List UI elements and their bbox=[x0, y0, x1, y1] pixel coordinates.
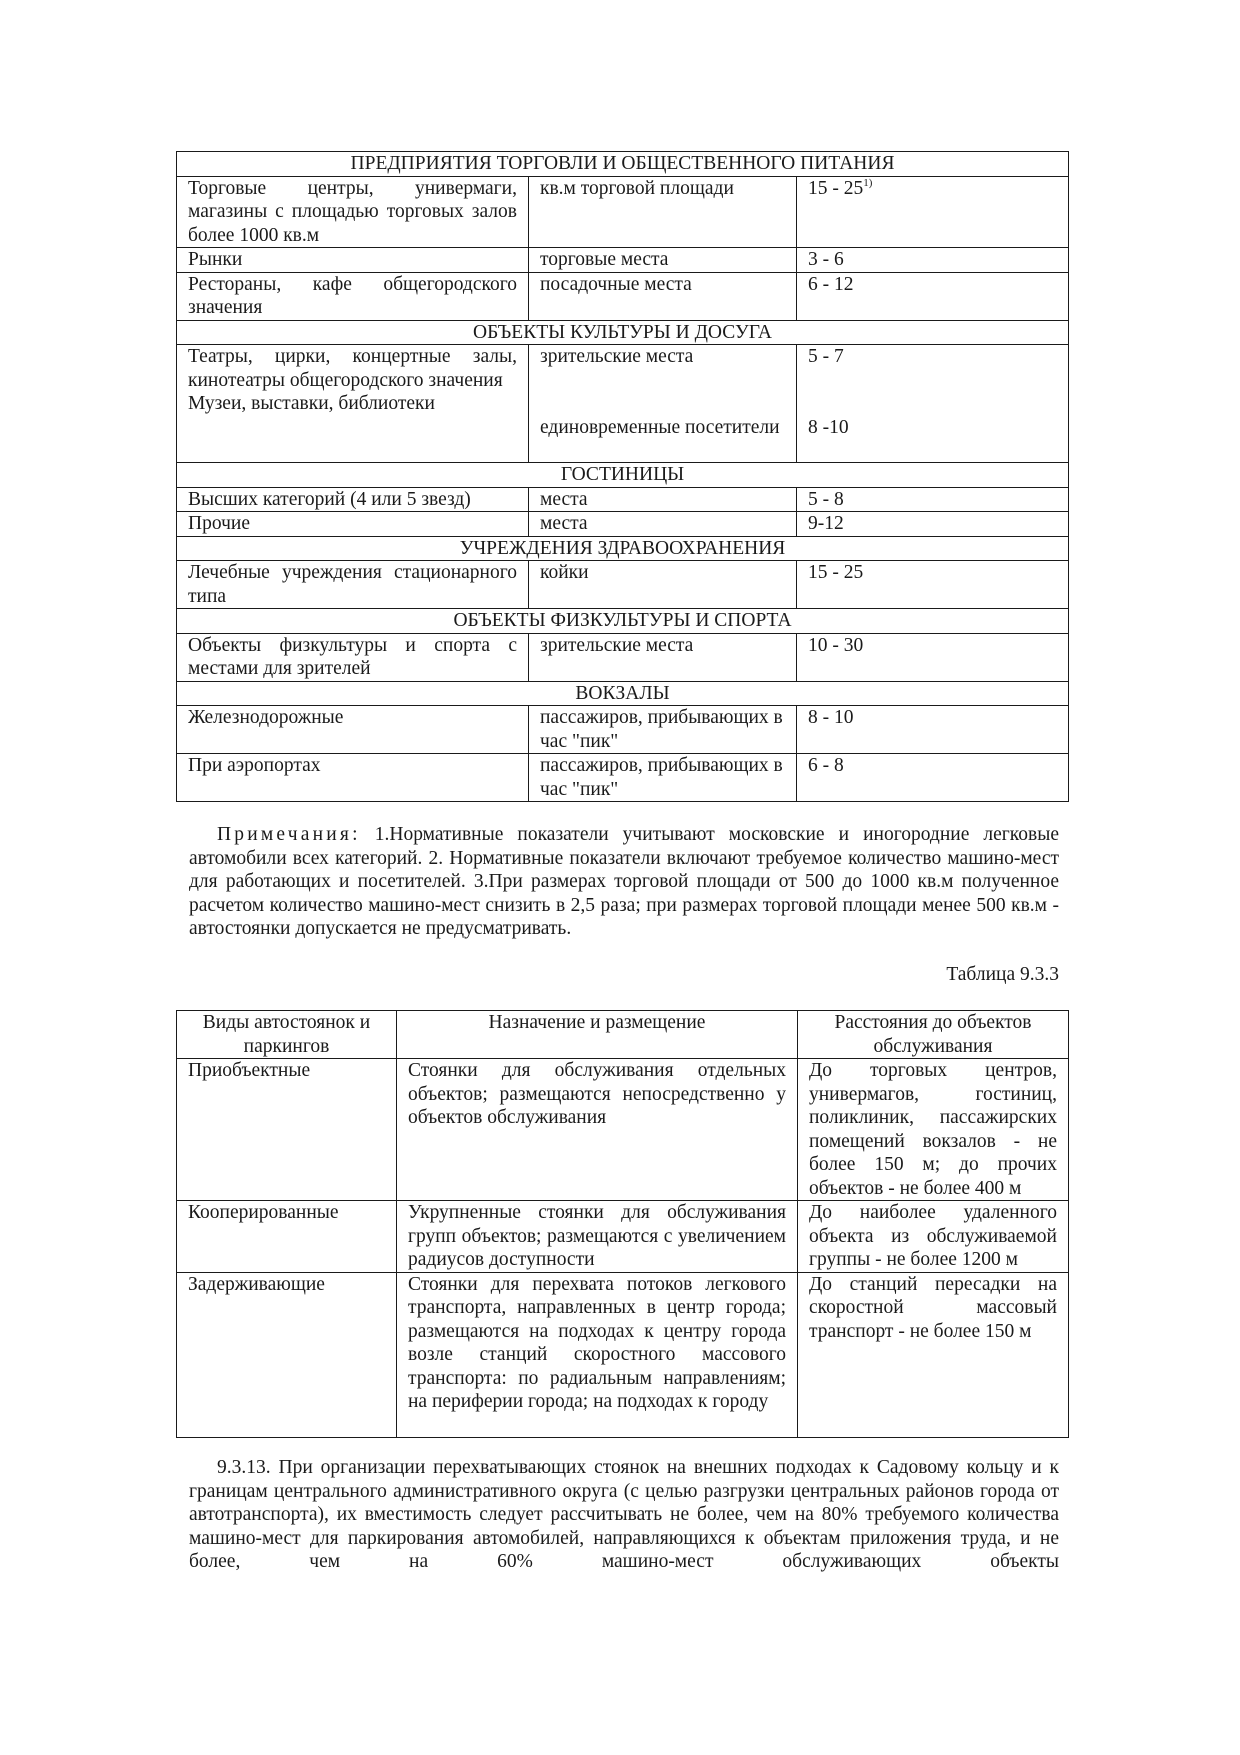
section-header-row bbox=[177, 463, 1069, 488]
header-row bbox=[177, 1011, 1069, 1059]
unit-cell: посадочные места bbox=[529, 272, 797, 320]
unit-cell: койки bbox=[529, 561, 797, 609]
table-row bbox=[177, 1201, 1069, 1273]
paragraph-text: 9.3.13. При организации перехватывающих стоянок на внешних подходах к Садовому кольцу и к границам центрального административного округа (с целью разгрузки центральных районов города от автотранспорта), их вместимость следует рассчитывать не более, чем на 80% требуемого количества машино-мест для паркирования автомобилей, направляющихся к объектам приложения труда, и не более, чем на 60% машино-мест обслуживающих объекты bbox=[189, 1457, 1059, 1572]
column-header: Расстояния до объектов обслуживания bbox=[798, 1011, 1069, 1059]
table-row bbox=[177, 633, 1069, 681]
value-cell bbox=[797, 176, 1069, 248]
table-row bbox=[177, 1272, 1069, 1438]
section-title: ОБЪЕКТЫ КУЛЬТУРЫ И ДОСУГА bbox=[177, 320, 1069, 345]
value-text: 15 - 25 bbox=[808, 177, 864, 199]
table-row bbox=[177, 248, 1069, 273]
unit-cell: пассажиров, прибывающих в час "пик" bbox=[529, 754, 797, 802]
object-cell: Лечебные учреждения стационарного типа bbox=[177, 561, 529, 609]
object-cell: Прочие bbox=[177, 512, 529, 537]
column-header: Виды автостоянок и паркингов bbox=[177, 1011, 397, 1059]
object-cell: Рестораны, кафе общегородского значения bbox=[177, 272, 529, 320]
object-cell: Объекты физкультуры и спорта с местами для зрителей bbox=[177, 633, 529, 681]
purpose-cell: Стоянки для перехвата потоков легкового транспорта, направленных в центр города; размещаются на подходах к центру города возле станций скоростного массового транспорта: по радиальным направлениям; на периферии города; на подходах к городу bbox=[397, 1272, 798, 1438]
unit-cell: торговые места bbox=[529, 248, 797, 273]
unit-cell: места bbox=[529, 512, 797, 537]
value-cell: 5 - 8 bbox=[797, 487, 1069, 512]
section-header-row bbox=[177, 609, 1069, 634]
notes-text: 1.Нормативные показатели учитывают московские и иногородние легковые автомобили всех категорий. 2. Нормативные показатели включают требуемое количество машино-мест для работающих и посетителей. 3.При размерах торговой площади от 500 до 1000 кв.м полученное расчетом количество машино-мест снизить в 2,5 раза; при размерах торговой площади менее 500 кв.м - автостоянки допускается не предусматривать. bbox=[189, 824, 1059, 939]
object-cell: При аэропортах bbox=[177, 754, 529, 802]
value-cell: 15 - 25 bbox=[797, 561, 1069, 609]
distance-cell: До наиболее удаленного объекта из обслуживаемой группы - не более 1200 м bbox=[798, 1201, 1069, 1273]
table-row bbox=[177, 706, 1069, 754]
table-row bbox=[177, 754, 1069, 802]
purpose-cell: Укрупненные стоянки для обслуживания групп объектов; размещаются с увеличением радиусов доступности bbox=[397, 1201, 798, 1273]
table-row bbox=[177, 487, 1069, 512]
object-cell: Рынки bbox=[177, 248, 529, 273]
table-caption: Таблица 9.3.3 bbox=[946, 964, 1059, 985]
unit-text: зрительские места bbox=[540, 346, 694, 367]
unit-cell: зрительские места bbox=[529, 633, 797, 681]
column-header: Назначение и размещение bbox=[397, 1011, 798, 1059]
notes-label: Примечания: bbox=[217, 824, 361, 845]
value-cell: 6 - 12 bbox=[797, 272, 1069, 320]
value-text: 5 - 7 bbox=[808, 346, 844, 367]
table-row bbox=[177, 176, 1069, 248]
purpose-cell: Стоянки для обслуживания отдельных объектов; размещаются непосредственно у объектов обслуживания bbox=[397, 1059, 798, 1201]
value-cell: 3 - 6 bbox=[797, 248, 1069, 273]
section-header-row bbox=[177, 536, 1069, 561]
footnote-mark: 1) bbox=[863, 176, 873, 189]
table-row bbox=[177, 345, 1069, 463]
section-title: ВОКЗАЛЫ bbox=[177, 681, 1069, 706]
value-cell: 10 - 30 bbox=[797, 633, 1069, 681]
object-cell: Высших категорий (4 или 5 звезд) bbox=[177, 487, 529, 512]
table-row bbox=[177, 272, 1069, 320]
object-cell bbox=[177, 345, 529, 463]
value-cell bbox=[797, 345, 1069, 463]
unit-cell bbox=[529, 345, 797, 463]
parking-types-table bbox=[176, 1010, 1069, 1438]
unit-cell: места bbox=[529, 487, 797, 512]
value-text: 8 -10 bbox=[808, 416, 849, 438]
unit-cell: пассажиров, прибывающих в час "пик" bbox=[529, 706, 797, 754]
section-title: ОБЪЕКТЫ ФИЗКУЛЬТУРЫ И СПОРТА bbox=[177, 609, 1069, 634]
type-cell: Кооперированные bbox=[177, 1201, 397, 1273]
value-cell: 8 - 10 bbox=[797, 706, 1069, 754]
body-paragraph bbox=[189, 1456, 1059, 1574]
unit-cell: кв.м торговой площади bbox=[529, 176, 797, 248]
section-header-row bbox=[177, 152, 1069, 177]
type-cell: Приобъектные bbox=[177, 1059, 397, 1201]
value-cell: 9-12 bbox=[797, 512, 1069, 537]
object-text: Музеи, выставки, библиотеки bbox=[188, 393, 435, 414]
table-row bbox=[177, 561, 1069, 609]
object-text: Театры, цирки, концертные залы, кинотеатры общегородского значения bbox=[188, 346, 517, 391]
distance-cell: До станций пересадки на скоростной массовый транспорт - не более 150 м bbox=[798, 1272, 1069, 1438]
table-row bbox=[177, 1059, 1069, 1201]
section-title: ПРЕДПРИЯТИЯ ТОРГОВЛИ И ОБЩЕСТВЕННОГО ПИТАНИЯ bbox=[177, 152, 1069, 177]
type-cell: Задерживающие bbox=[177, 1272, 397, 1438]
distance-cell: До торговых центров, универмагов, гостиниц, поликлиник, пассажирских помещений вокзалов - не более 150 м; до прочих объектов - не более 400 м bbox=[798, 1059, 1069, 1201]
parking-norms-table bbox=[176, 151, 1069, 802]
unit-text: единовременные посетители bbox=[540, 416, 780, 438]
table-notes bbox=[189, 823, 1059, 941]
object-cell: Торговые центры, универмаги, магазины с площадью торговых залов более 1000 кв.м bbox=[177, 176, 529, 248]
section-title: УЧРЕЖДЕНИЯ ЗДРАВООХРАНЕНИЯ bbox=[177, 536, 1069, 561]
section-header-row bbox=[177, 681, 1069, 706]
object-cell: Железнодорожные bbox=[177, 706, 529, 754]
value-cell: 6 - 8 bbox=[797, 754, 1069, 802]
section-header-row bbox=[177, 320, 1069, 345]
section-title: ГОСТИНИЦЫ bbox=[177, 463, 1069, 488]
table-row bbox=[177, 512, 1069, 537]
